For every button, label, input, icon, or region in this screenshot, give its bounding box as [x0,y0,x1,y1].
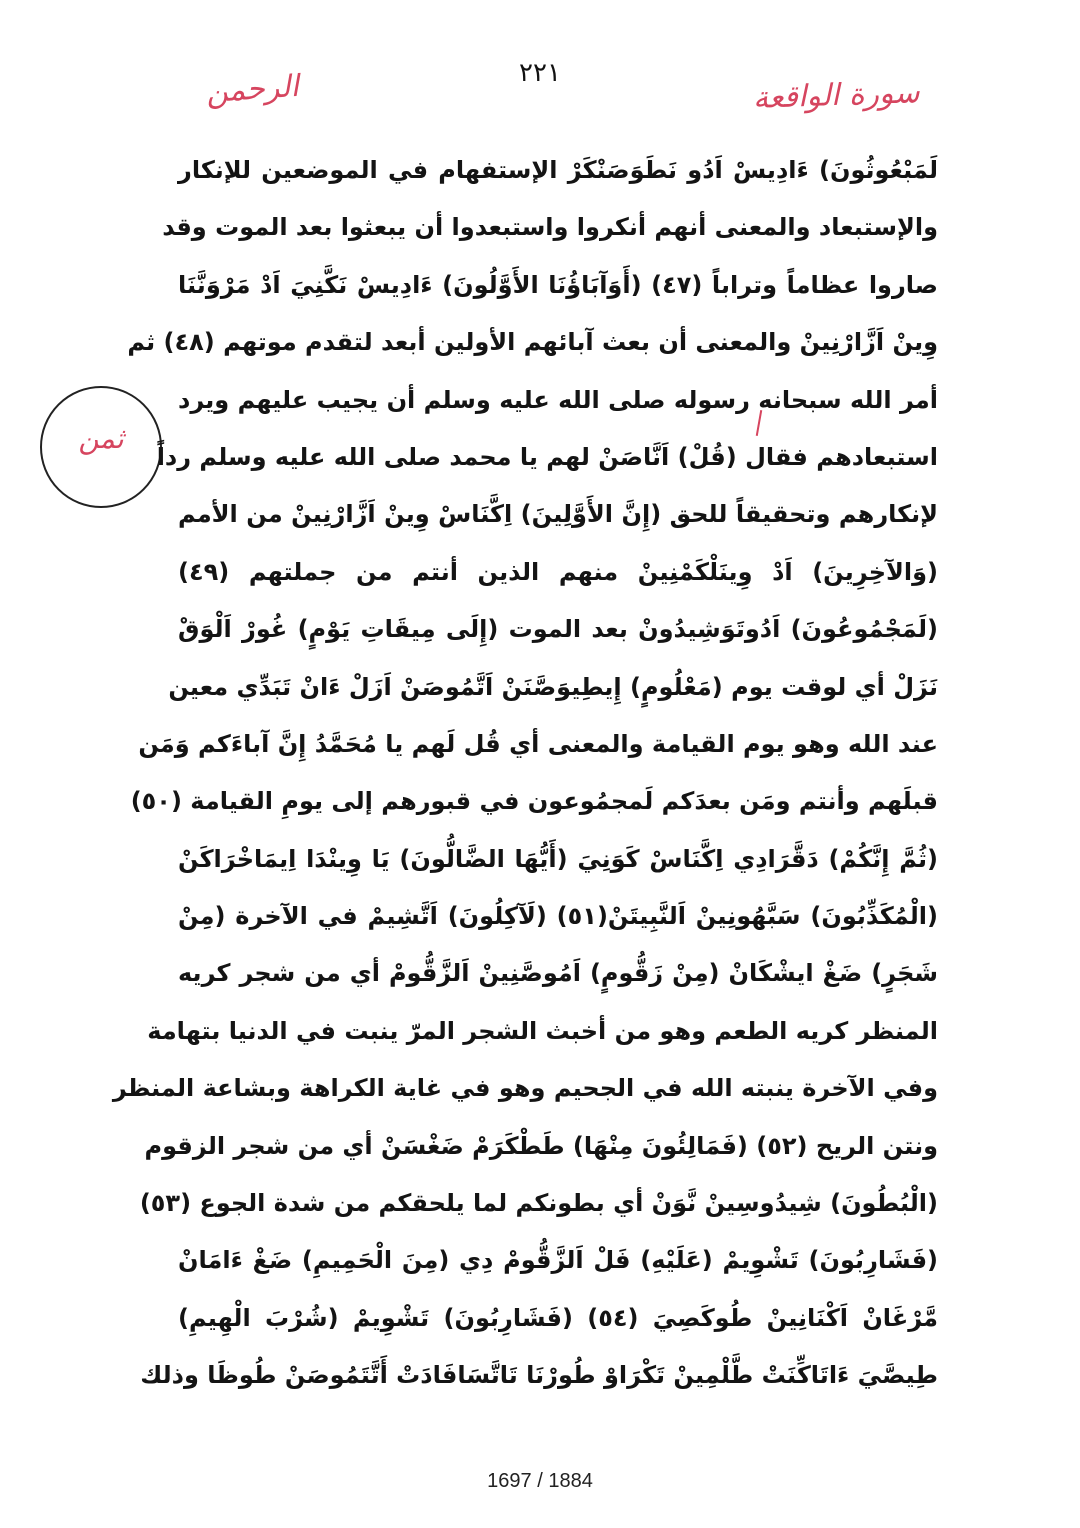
surah-name-annotation: سورة الواقعة [752,75,921,116]
text-line: وفي الآخرة ينبته الله في الجحيم وهو في غاية الكراهة وبشاعة المنظر [112,1074,938,1103]
body-text [112,142,939,1405]
pdf-page-counter: 1697 / 1884 [487,1470,593,1492]
text-line: والإستبعاد والمعنى أنهم أنكروا واستبعدوا أن يبعثوا بعد الموت وقد [162,213,938,242]
text-line: عند الله وهو يوم القيامة والمعنى أي قُل لَهم يا مُحَمَّدُ إِنَّ آباءَكم وَمَن [138,729,938,758]
text-line: (وَالآخِرِينَ) اَدْ وِينَلْكَمْنِينْ منهم الذين أنتم من جملتهم (٤٩) [178,557,938,586]
text-line: لَمَبْعُوثُونَ) ءَادِيسْ اَدُو نَطَوَصَنْكَرْ الإستفهام في الموضعين للإنكار [178,156,938,184]
text-line: مَّرْغَانْ اَكْنَانِينْ طُوكَصِيَ (٥٤) (فَشَارِبُونَ) تَشْوِيمْ (شُرْبَ الْهِيمِ) [178,1303,939,1332]
text-line: (فَشَارِبُونَ) تَشْوِيمْ (عَلَيْهِ) فَلْ اَلزَّقُّومْ دِي (مِنَ الْحَمِيمِ) ضَغْ ءَامَانْ [178,1246,938,1275]
text-line: أمر الله سبحانه رسوله صلى الله عليه وسلم أن يجيب عليهم ويرد [178,385,938,414]
text-line: طِيصَّيَ ءَاتَاكِّنَتْ طَّلْمِينْ تَكْرَاوْ طُورْنَا تَاتَّسَافَادَتْ أَتَّتَمُوصَنْ طُوظَا وذلك [140,1361,938,1390]
margin-note-text: ثمن [78,422,124,455]
text-line: لإنكارهم وتحقيقاً للحق (إِنَّ الأَوَّلِينَ) اِكَّنَاسْ وِينْ اَزَّارْنِينْ من الأمم [178,500,938,529]
text-line: ونتن الريح (٥٢) (فَمَالِئُونَ مِنْهَا) طَطْكَرَمْ ضَغْسَنْ أي من شجر الزقوم [144,1131,938,1160]
text-line: (ثُمَّ إِنَّكُمْ) دَقَّرَادِي اِكَّنَاسْ كَوَنِيَ (أَيُّهَا الضَّالُّونَ) يَا وِينْدَا اِيمَاخْرَاكَنْ [178,844,938,873]
hizb-name-annotation: الرحمن [204,68,300,111]
text-line: صاروا عظاماً وتراباً (٤٧) (أَوَآبَاؤُنَا الأَوَّلُونَ) ءَادِيسْ نَكَّنِيَ اَدْ مَرْوَنَّنَا [178,270,938,299]
margin-circle-annotation [40,386,162,508]
page-number: ٢٢١ [519,58,561,88]
text-line: (الْمُكَذِّبُونَ) سَبَّهُونِينْ اَلنَّبِيتَنْ(٥١) (لَآكِلُونَ) اَتَّشِيمْ في الآخرة (مِنْ [178,902,939,931]
text-line: المنظر كريه الطعم وهو من أخبث الشجر المرّ ينبت في الدنيا بتهامة [147,1016,938,1045]
text-line: نَزَلْ أي لوقت يوم (مَعْلُومٍ) إِيطِيوَصَّنَنْ اَتَّمُوصَنْ اَزَلْ ءَانْ تَبَدِّي معين [168,672,938,701]
text-line: شَجَرٍ) ضَغْ ايشْكَانْ (مِنْ زَقُّومٍ) اَمُوصَّنِينْ اَلزَّقُّومْ أي من شجر كريه [178,959,938,988]
text-line: استبعادهم فقال (قُلْ) اَنَّاصَنْ لهم يا محمد صلى الله عليه وسلم رداً [156,442,938,471]
text-line: قبلَهم وأنتم ومَن بعدَكم لَمجمُوعون في قبورهم إلى يومِ القيامة (٥٠) [130,787,938,816]
text-line: (الْبُطُونَ) شِيدُوسِينْ نَّوَنْ أي بطونكم لما يلحقكم من شدة الجوع (٥٣) [139,1189,938,1218]
text-line: وِينْ اَزَّارْنِينْ والمعنى أن بعث آبائهم الأولين أبعد لتقدم موتهم (٤٨) ثم [127,328,938,357]
text-line: (لَمَجْمُوعُونَ) اَدُوتَوَشِيدُونْ بعد الموت (إِلَى مِيقَاتِ يَوْمٍ) غُورْ اَلْوَقْ [178,615,938,644]
